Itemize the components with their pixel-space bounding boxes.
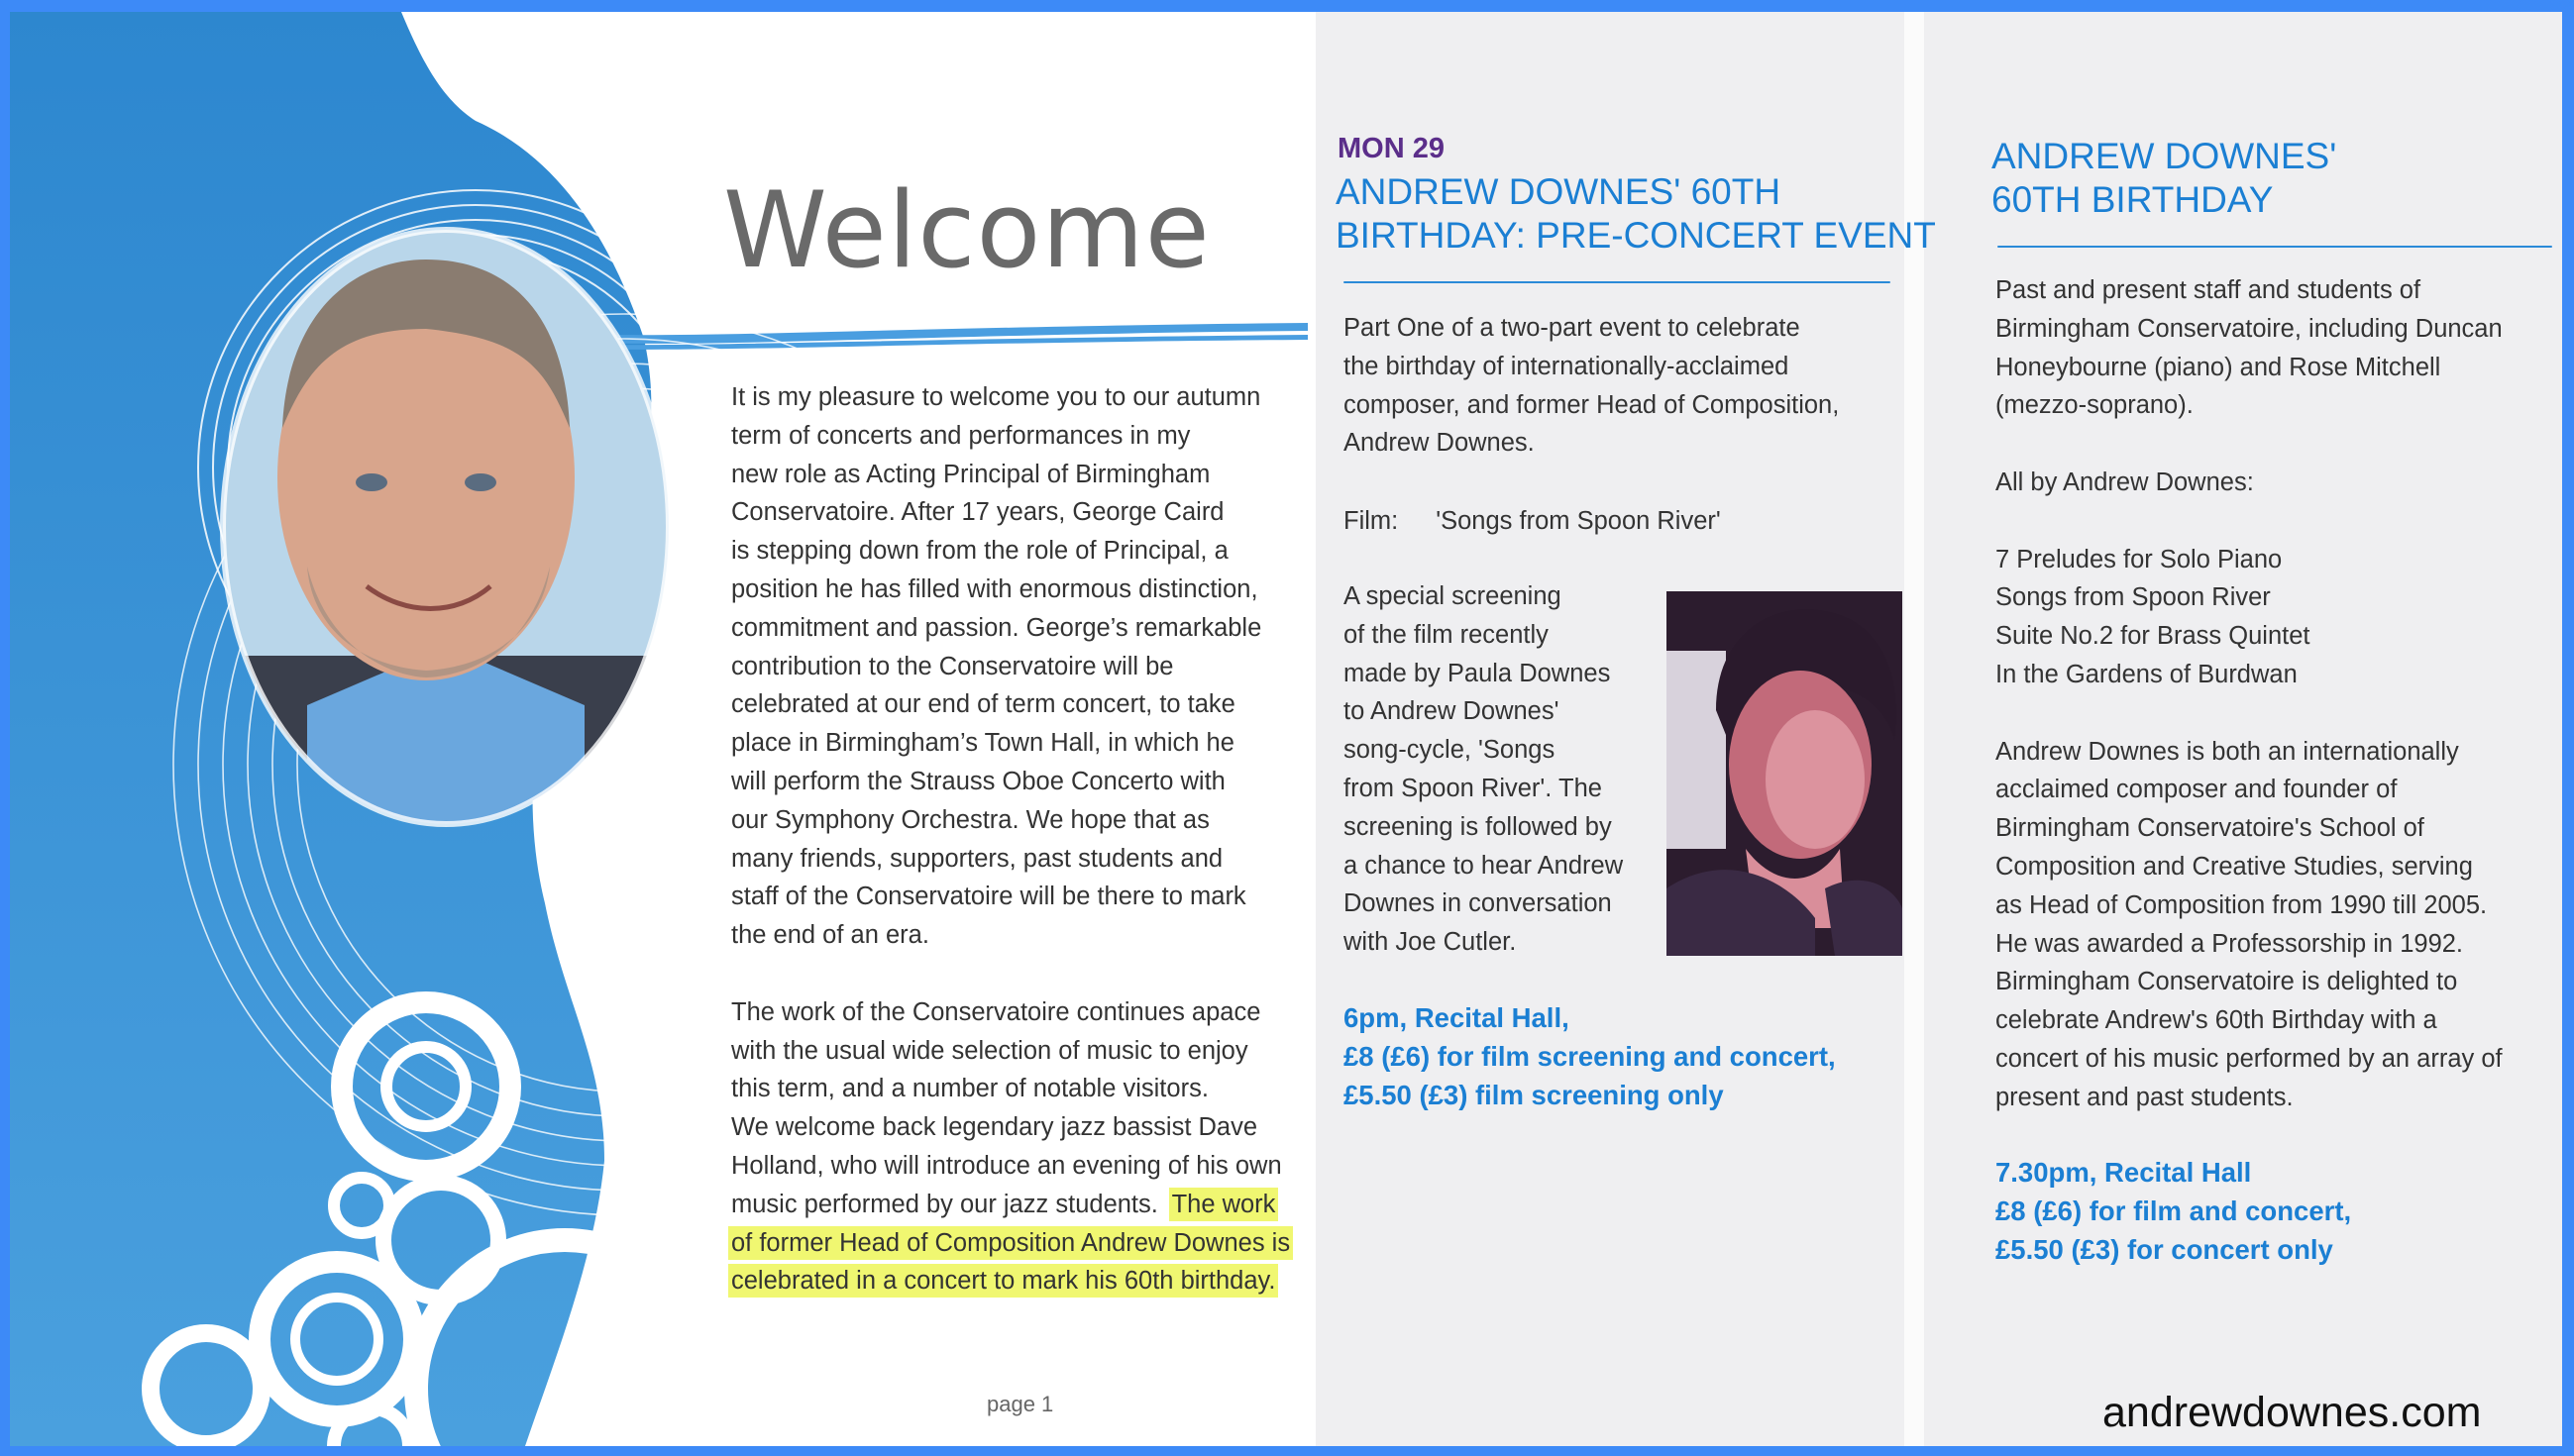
film-title: 'Songs from Spoon River'	[1436, 507, 1721, 535]
text-line: composer, and former Head of Composition,	[1343, 390, 1840, 419]
paragraph-gap	[1995, 425, 2503, 464]
program-item: 7 Preludes for Solo Piano	[1995, 545, 2283, 573]
text-line: Conservatoire. After 17 years, George Caird	[731, 498, 1225, 527]
event1-details	[1343, 998, 1836, 1114]
detail-line: 7.30pm, Recital Hall	[1995, 1157, 2252, 1188]
detail-line: £8 (£6) for film and concert,	[1995, 1196, 2352, 1226]
paragraph-gap	[1995, 502, 2503, 541]
text-line: Birmingham Conservatoire, including Duncan	[1995, 314, 2503, 343]
text-line: made by Paula Downes	[1343, 659, 1611, 687]
detail-line: £5.50 (£3) film screening only	[1343, 1080, 1724, 1110]
text-line: Honeybourne (piano) and Rose Mitchell	[1995, 353, 2441, 381]
text-line: contribution to the Conservatoire will be	[731, 652, 1174, 680]
page-number: page 1	[987, 1392, 1054, 1416]
text-line: as Head of Composition from 1990 till 2005.	[1995, 890, 2488, 919]
event2-details	[1995, 1153, 2351, 1269]
text-line: Composition and Creative Studies, serving	[1995, 852, 2473, 881]
highlighted-text: The work	[1171, 1190, 1276, 1218]
text-line: acclaimed composer and founder of	[1995, 776, 2398, 804]
title-line: 60TH BIRTHDAY	[1991, 179, 2274, 220]
website-watermark: andrewdownes.com	[2102, 1389, 2482, 1436]
text-line: place in Birmingham’s Town Hall, in which he	[731, 729, 1234, 758]
text-line: this term, and a number of notable visitors.	[731, 1075, 1209, 1103]
text-line: new role as Acting Principal of Birmingham	[731, 460, 1211, 488]
event1-film	[1343, 502, 1721, 541]
text-line: He was awarded a Professorship in 1992.	[1995, 929, 2464, 958]
film-label: Film:	[1343, 507, 1399, 535]
text-line	[731, 1224, 1290, 1263]
text-line: Birmingham Conservatoire is delighted to	[1995, 968, 2458, 996]
welcome-page	[10, 12, 1316, 1446]
welcome-title: Welcome	[723, 169, 1211, 291]
event-date: MON 29	[1338, 133, 1445, 164]
title-line: ANDREW DOWNES'	[1991, 136, 2337, 176]
event1-title	[1336, 170, 1936, 258]
text-line: from Spoon River'. The	[1343, 774, 1602, 802]
event2-title	[1991, 135, 2336, 222]
program-item: Songs from Spoon River	[1995, 583, 2271, 612]
paragraph-gap	[1995, 694, 2503, 733]
text-line: commitment and passion. George’s remarkable	[731, 613, 1262, 642]
title-line: BIRTHDAY: PRE-CONCERT EVENT	[1336, 215, 1936, 256]
title-line: ANDREW DOWNES' 60TH	[1336, 171, 1781, 212]
text-line: celebrate Andrew's 60th Birthday with a	[1995, 1006, 2437, 1035]
detail-line: 6pm, Recital Hall,	[1343, 1002, 1569, 1033]
text-line: Part One of a two-part event to celebrate	[1343, 314, 1800, 342]
text-line	[731, 1186, 1290, 1224]
title-underline	[1997, 246, 2552, 248]
paragraph-gap	[731, 955, 1290, 993]
text-line: We welcome back legendary jazz bassist Dave	[731, 1113, 1258, 1142]
program-item: In the Gardens of Burdwan	[1995, 660, 2298, 688]
event2-body	[1995, 271, 2503, 1117]
text-plain: music performed by our jazz students.	[731, 1190, 1172, 1218]
text-line: present and past students.	[1995, 1083, 2294, 1111]
highlighted-text: celebrated in a concert to mark his 60th birthday.	[731, 1267, 1276, 1296]
highlighted-text: of former Head of Composition Andrew Downes is	[731, 1228, 1291, 1257]
text-line: many friends, supporters, past students and	[731, 844, 1224, 873]
text-line: The work of the Conservatoire continues apace	[731, 997, 1261, 1026]
text-line: term of concerts and performances in my	[731, 421, 1191, 450]
text-line: A special screening	[1343, 582, 1561, 610]
text-line: Andrew Downes.	[1343, 429, 1535, 458]
text-line: song-cycle, 'Songs	[1343, 736, 1555, 765]
event1-description	[1343, 577, 1623, 962]
brochure-spread	[10, 12, 2562, 1446]
text-line: Past and present staff and students of	[1995, 276, 2421, 304]
text-line: Downes in conversation	[1343, 889, 1612, 918]
text-line: position he has filled with enormous distinction,	[731, 574, 1258, 603]
text-line: screening is followed by	[1343, 812, 1612, 841]
text-line: is stepping down from the role of Principal, a	[731, 537, 1229, 566]
text-line: with Joe Cutler.	[1343, 928, 1517, 957]
text-line: staff of the Conservatoire will be there to mark	[731, 883, 1246, 911]
text-line: Birmingham Conservatoire's School of	[1995, 814, 2424, 843]
text-line: concert of his music performed by an array of	[1995, 1044, 2503, 1073]
text-line: with the usual wide selection of music to enjoy	[731, 1036, 1248, 1065]
title-underline	[1343, 281, 1890, 283]
text-line	[731, 1262, 1290, 1300]
text-line: celebrated at our end of term concert, to take	[731, 690, 1235, 719]
text-line: our Symphony Orchestra. We hope that as	[731, 805, 1210, 834]
text-line: the end of an era.	[731, 921, 929, 950]
text-line: to Andrew Downes'	[1343, 697, 1559, 726]
composer-photo	[1666, 591, 1902, 956]
event1-intro	[1343, 309, 1839, 463]
detail-line: £5.50 (£3) for concert only	[1995, 1234, 2333, 1265]
text-line: the birthday of internationally-acclaimed	[1343, 352, 1789, 380]
welcome-letter	[731, 378, 1290, 1300]
text-line: of the film recently	[1343, 620, 1549, 649]
text-line: It is my pleasure to welcome you to our autumn	[731, 383, 1261, 411]
text-line: a chance to hear Andrew	[1343, 851, 1624, 880]
text-line: will perform the Strauss Oboe Concerto with	[731, 767, 1226, 795]
program-intro: All by Andrew Downes:	[1995, 468, 2254, 496]
text-line: Holland, who will introduce an evening of his own	[731, 1151, 1282, 1180]
text-line: Andrew Downes is both an internationally	[1995, 737, 2459, 766]
detail-line: £8 (£6) for film screening and concert,	[1343, 1041, 1836, 1072]
program-item: Suite No.2 for Brass Quintet	[1995, 622, 2310, 651]
text-line: (mezzo-soprano).	[1995, 391, 2194, 420]
